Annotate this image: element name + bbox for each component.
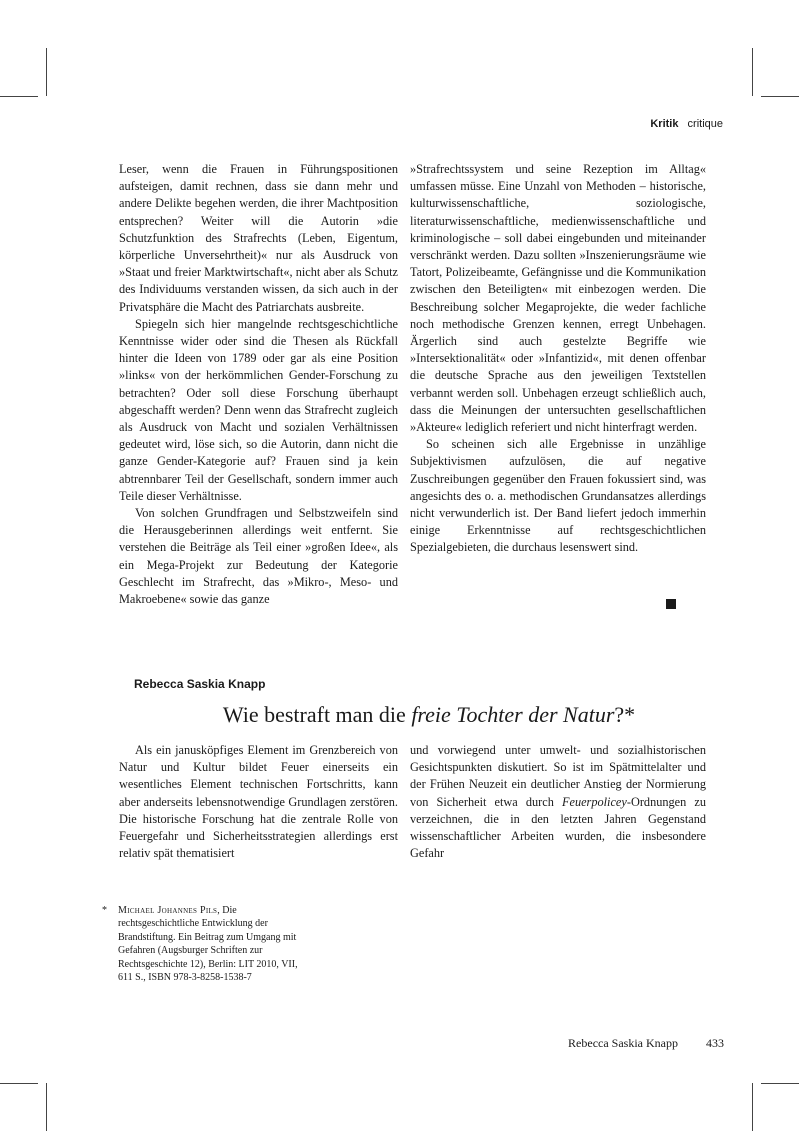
review-column-left (119, 161, 398, 608)
article-title (134, 701, 724, 729)
footnote-text: , Die rechtsgeschichtliche Entwicklung der Brandstiftung. Ein Beitrag zum Umgang mit Gefahren (Augsburger Schriften zur Rechtsgeschichte 12), Berlin: LIT 2010, VII, 611 S., ISBN 978-3-8258-1538-7 (118, 905, 298, 984)
paragraph: Als ein janusköpfiges Element im Grenzbereich von Natur und Kultur bildet Feuer einerseits ein wesentliches Element technischen Fortschritts, kann aber anderseits lebensnotwendige Grundlagen zerstören. Die historische Forschung hat die zentrale Rolle von Feuergefahr und Sicherheitsstrategien allerdings erst relativ spät thematisiert (119, 743, 398, 861)
review-column-right (410, 161, 706, 557)
crop-mark (46, 1083, 47, 1131)
footer-author: Rebecca Saskia Knapp (568, 1036, 678, 1050)
title-suffix: ?* (614, 702, 636, 727)
footnote-author: Michael Johannes Pils (118, 905, 218, 916)
header-section-fr: critique (687, 118, 723, 130)
running-header (650, 118, 723, 130)
title-text: Wie bestraft man die (222, 702, 412, 727)
page-number: 433 (706, 1036, 724, 1050)
footnote (102, 904, 302, 984)
article-column-left (119, 742, 398, 862)
italic-term: Feuerpolicey (561, 794, 627, 809)
crop-mark (46, 48, 47, 96)
paragraph: Von solchen Grundfragen und Selbstzweifeln sind die Herausgeberinnen allerdings weit entfernt. Sie verstehen die Beiträge als Teil einer »großen Idee«, als ein Mega-Projekt zur Bedeutung der Kategorie Geschlecht im Strafrecht, das »Mikro-, Meso- und Makroebene« sowie das ganze (119, 506, 398, 607)
paragraph: Spiegeln sich hier mangelnde rechtsgeschichtliche Kenntnisse wider oder sind die Thesen als Rückfall hinter die Ideen von 1789 oder gar als eine Position »links« von der herkömmlichen Gender-Forschung zu betrachten? Oder soll diese Forschung überhaupt abgeschafft werden? Denn wenn das Strafrecht zugleich als Ausdruck von Macht und sozialen Verhältnissen gedeutet wird, löse sich, so die Autorin, dann nicht die ganze Gender-Kategorie auf? Frauen sind ja kein abtrennbarer Teil der Gesellschaft, sondern immer auch Teile dieser Verhältnisse. (119, 316, 398, 503)
paragraph: So scheinen sich alle Ergebnisse in unzählige Subjektivismen aufzulösen, die auf negative Zuschreibungen gegenüber den Frauen fokussiert sind, was angesichts des o. a. methodischen Grundansatzes allerdings nicht verwunderlich ist. Der Band liefert jedoch immerhin einige Erkenntnisse auf rechtsgeschichtlichen Spezialgebieten, die durchaus lesenswert sind. (410, 437, 706, 555)
crop-mark (761, 96, 799, 97)
text-run: und vorwiegend unter umwelt- und sozialhistorischen Gesichtspunkten diskutiert. So ist im Spätmittelalter und der Frühen Neuzeit ein deutlicher Anstieg der Normierung von Sicherheit etwa durch (410, 743, 706, 809)
title-italic: freie Tochter der Natur (411, 702, 615, 727)
crop-mark (0, 1083, 38, 1084)
paragraph: »Strafrechtssystem und seine Rezeption im Alltag« umfassen müsse. Eine Unzahl von Methoden – historische, kulturwissenschaftliche, soziologische, literaturwissenschaftliche, medienwissenschaftliche und kriminologische – soll dabei eingebunden und miteinander verschränkt werden. Dazu sollten »Inszenierungsräume wie Tatort, Polizeibeamte, Gefängnisse und die Kommunikation zwischen den Beteiligten« mit einbezogen werden. Die Beschreibung solcher Megaprojekte, die weder fachliche noch methodische Grenzen kennen, erregt Unbehagen. Ärgerlich sind auch gestelzte Begriffe wie »Intersektionalität« oder »Infantizid«, mit denen offenbar die deutsche Sprache aus den jeweiligen Textstellen verbannt werden soll. Unbehagen erzeugt schließlich auch, dass die Meinungen der untersuchten gesellschaftlichen »Akteure« lediglich referiert und nicht hinterfragt werden. (410, 162, 706, 435)
crop-mark (752, 1083, 753, 1131)
header-section: Kritik (650, 118, 679, 130)
article-column-right (410, 742, 706, 862)
text-run: -Ordnungen zu verzeichnen, die in den letzten Jahren Gegenstand wissenschaftlicher Arbeiten wurden, die insbesondere Gefahr (410, 794, 706, 861)
crop-mark (0, 96, 38, 97)
article-author: Rebecca Saskia Knapp (134, 677, 266, 691)
paragraph (410, 742, 706, 862)
crop-mark (761, 1083, 799, 1084)
crop-mark (752, 48, 753, 96)
footnote-marker: * (102, 905, 107, 916)
paragraph: Leser, wenn die Frauen in Führungspositionen aufsteigen, damit rechnen, dass sie dann mehr und andere Delikte begehen werden, die ihrer Machtposition entsprechen? Weiter will die Autorin »die Schutzfunktion des Strafrechts (Leben, Eigentum, körperliche Unversehrtheit)« nur als Ausdruck von »Staat und freier Marktwirtschaft«, nicht aber als Schutz des Individuums verstanden wissen, da sich auch in der Privatsphäre die Macht des Patriarchats ausbreite. (119, 162, 398, 314)
end-of-article-mark (666, 599, 676, 609)
footnote-body (118, 904, 302, 984)
